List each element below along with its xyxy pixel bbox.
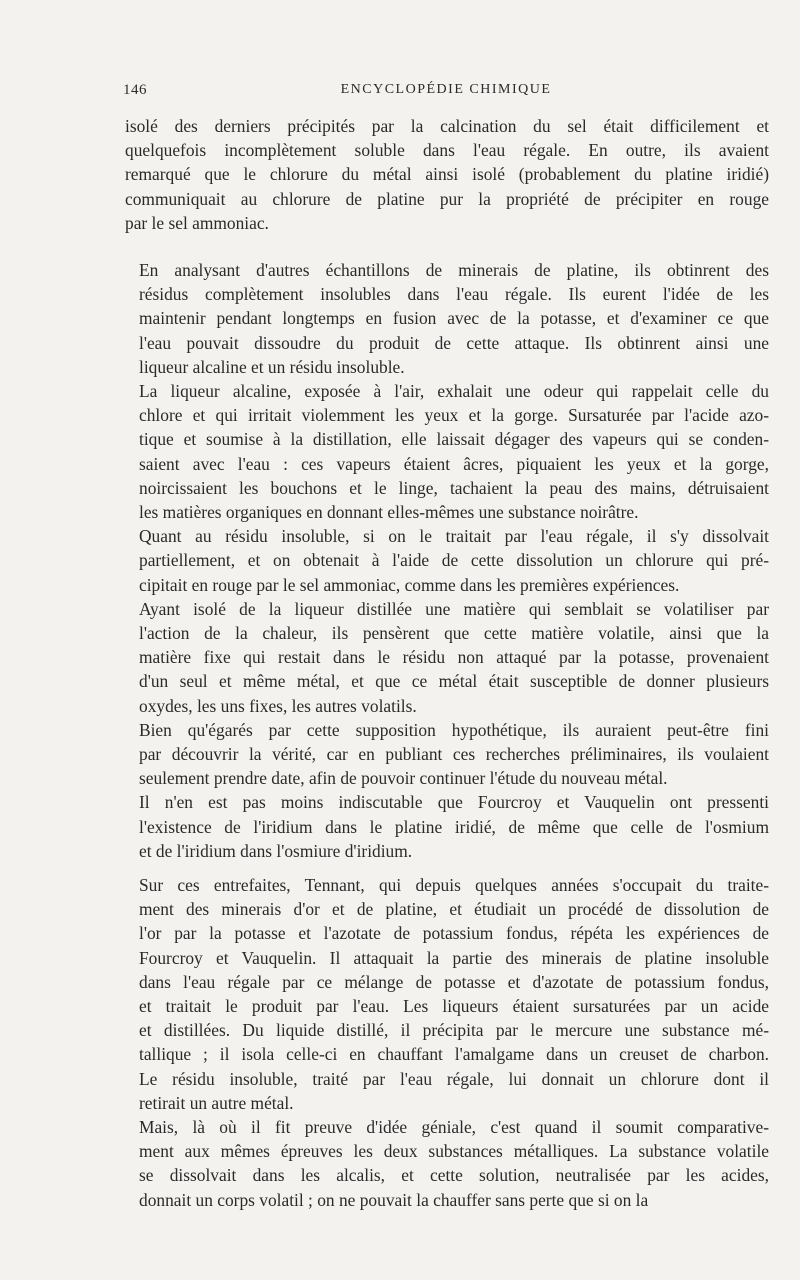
text-line: En analysant d'autres échantillons de minerais de platine, ils obtinrent des <box>139 260 769 280</box>
paragraph <box>123 258 769 379</box>
text-block-3 <box>123 873 769 1212</box>
text-line: seulement prendre date, afin de pouvoir continuer l'étude du nouveau métal. <box>139 768 668 789</box>
text-line: liqueur alcaline et un résidu insoluble. <box>139 356 405 377</box>
text-block-2 <box>123 258 769 863</box>
text-line: chlore et qui irritait violemment les yeux et la gorge. Sursaturée par l'acide azo- <box>139 405 769 426</box>
text-line: remarqué que le chlorure du métal ainsi isolé (probablement du platine iridié) <box>125 164 769 185</box>
text-line: par découvrir la vérité, car en publiant ces recherches préliminaires, ils voulaient <box>139 744 769 765</box>
text-line: se dissolvait dans les alcalis, et cette solution, neutralisée par les acides, <box>139 1165 769 1186</box>
text-line: l'action de la chaleur, ils pensèrent que cette matière volatile, ainsi que la <box>139 623 769 644</box>
text-line: La liqueur alcaline, exposée à l'air, exhalait une odeur qui rappelait celle du <box>139 381 769 402</box>
text-line: communiquait au chlorure de platine pur la propriété de précipiter en rouge <box>125 188 769 209</box>
page-number: 146 <box>123 82 147 98</box>
paragraph <box>123 379 769 524</box>
text-line: l'eau pouvait dissoudre du produit de cette attaque. Ils obtinrent ainsi une <box>139 332 769 353</box>
text-line: et distillées. Du liquide distillé, il précipita par le mercure une substance mé- <box>139 1020 769 1041</box>
paragraph <box>123 524 769 597</box>
paragraph <box>123 790 769 863</box>
text-line: Mais, là où il fit preuve d'idée géniale, c'est quand il soumit comparative- <box>139 1117 769 1138</box>
paragraph <box>123 873 769 1115</box>
text-line: Quant au résidu insoluble, si on le traitait par l'eau régale, il s'y dissolvait <box>139 526 769 547</box>
text-block-1 <box>123 114 769 235</box>
text-line: Fourcroy et Vauquelin. Il attaquait la partie des minerais de platine insoluble <box>139 947 769 968</box>
text-line: par le sel ammoniac. <box>125 212 269 233</box>
text-line: partiellement, et on obtenait à l'aide de cette dissolution un chlorure qui pré- <box>139 550 769 571</box>
paragraph <box>123 114 769 235</box>
text-line: saient avec l'eau : ces vapeurs étaient âcres, piquaient les yeux et la gorge, <box>139 453 769 474</box>
paragraph <box>123 718 769 791</box>
text-line: l'or par la potasse et l'azotate de potassium fondus, répéta les expériences de <box>139 923 769 944</box>
text-line: Le résidu insoluble, traité par l'eau régale, lui donnait un chlorure dont il <box>139 1068 769 1089</box>
text-line: quelquefois incomplètement soluble dans l'eau régale. En outre, ils avaient <box>125 140 769 161</box>
paragraph <box>123 1115 769 1212</box>
text-line: noircissaient les bouchons et le linge, tachaient la peau des mains, détruisaient <box>139 477 769 498</box>
text-line: l'existence de l'iridium dans le platine iridié, de même que celle de l'osmium <box>139 816 769 837</box>
text-line: ment des minerais d'or et de platine, et étudiait un procédé de dissolution de <box>139 899 769 920</box>
text-line: et traitait le produit par l'eau. Les liqueurs étaient sursaturées par un acide <box>139 996 769 1017</box>
paragraph <box>123 597 769 718</box>
text-line: oxydes, les uns fixes, les autres volatils. <box>139 695 417 716</box>
text-line: ment aux mêmes épreuves les deux substances métalliques. La substance volatile <box>139 1141 769 1162</box>
text-line: retirait un autre métal. <box>139 1092 294 1113</box>
text-line: Il n'en est pas moins indiscutable que Fourcroy et Vauquelin ont pressenti <box>139 792 769 813</box>
text-line: résidus complètement insolubles dans l'eau régale. Ils eurent l'idée de les <box>139 284 769 305</box>
text-line: maintenir pendant longtemps en fusion avec de la potasse, et d'examiner ce que <box>139 308 769 329</box>
text-line: dans l'eau régale par ce mélange de potasse et d'azotate de potassium fondus, <box>139 971 769 992</box>
text-line: et de l'iridium dans l'osmiure d'iridium. <box>139 840 413 861</box>
text-line: Sur ces entrefaites, Tennant, qui depuis quelques années s'occupait du traite- <box>139 875 769 895</box>
running-title: ENCYCLOPÉDIE CHIMIQUE <box>340 82 552 97</box>
text-line: tallique ; il isola celle-ci en chauffant l'amalgame dans un creuset de charbon. <box>139 1044 769 1065</box>
text-line: tique et soumise à la distillation, elle laissait dégager des vapeurs qui se conden- <box>139 429 769 450</box>
text-line: donnait un corps volatil ; on ne pouvait la chauffer sans perte que si on la <box>139 1189 649 1210</box>
text-line: Bien qu'égarés par cette supposition hypothétique, ils auraient peut-être fini <box>139 719 769 740</box>
text-line: matière fixe qui restait dans le résidu non attaqué par la potasse, provenaient <box>139 647 769 668</box>
text-line: Ayant isolé de la liqueur distillée une matière qui semblait se volatiliser par <box>139 598 769 619</box>
text-line: isolé des derniers précipités par la calcination du sel était difficilement et <box>125 116 769 136</box>
text-line: d'un seul et même métal, et que ce métal était susceptible de donner plusieurs <box>139 671 769 692</box>
page-header <box>123 82 769 106</box>
text-line: cipitait en rouge par le sel ammoniac, comme dans les premières expériences. <box>139 574 680 595</box>
text-line: les matières organiques en donnant elles-mêmes une substance noirâtre. <box>139 502 639 523</box>
